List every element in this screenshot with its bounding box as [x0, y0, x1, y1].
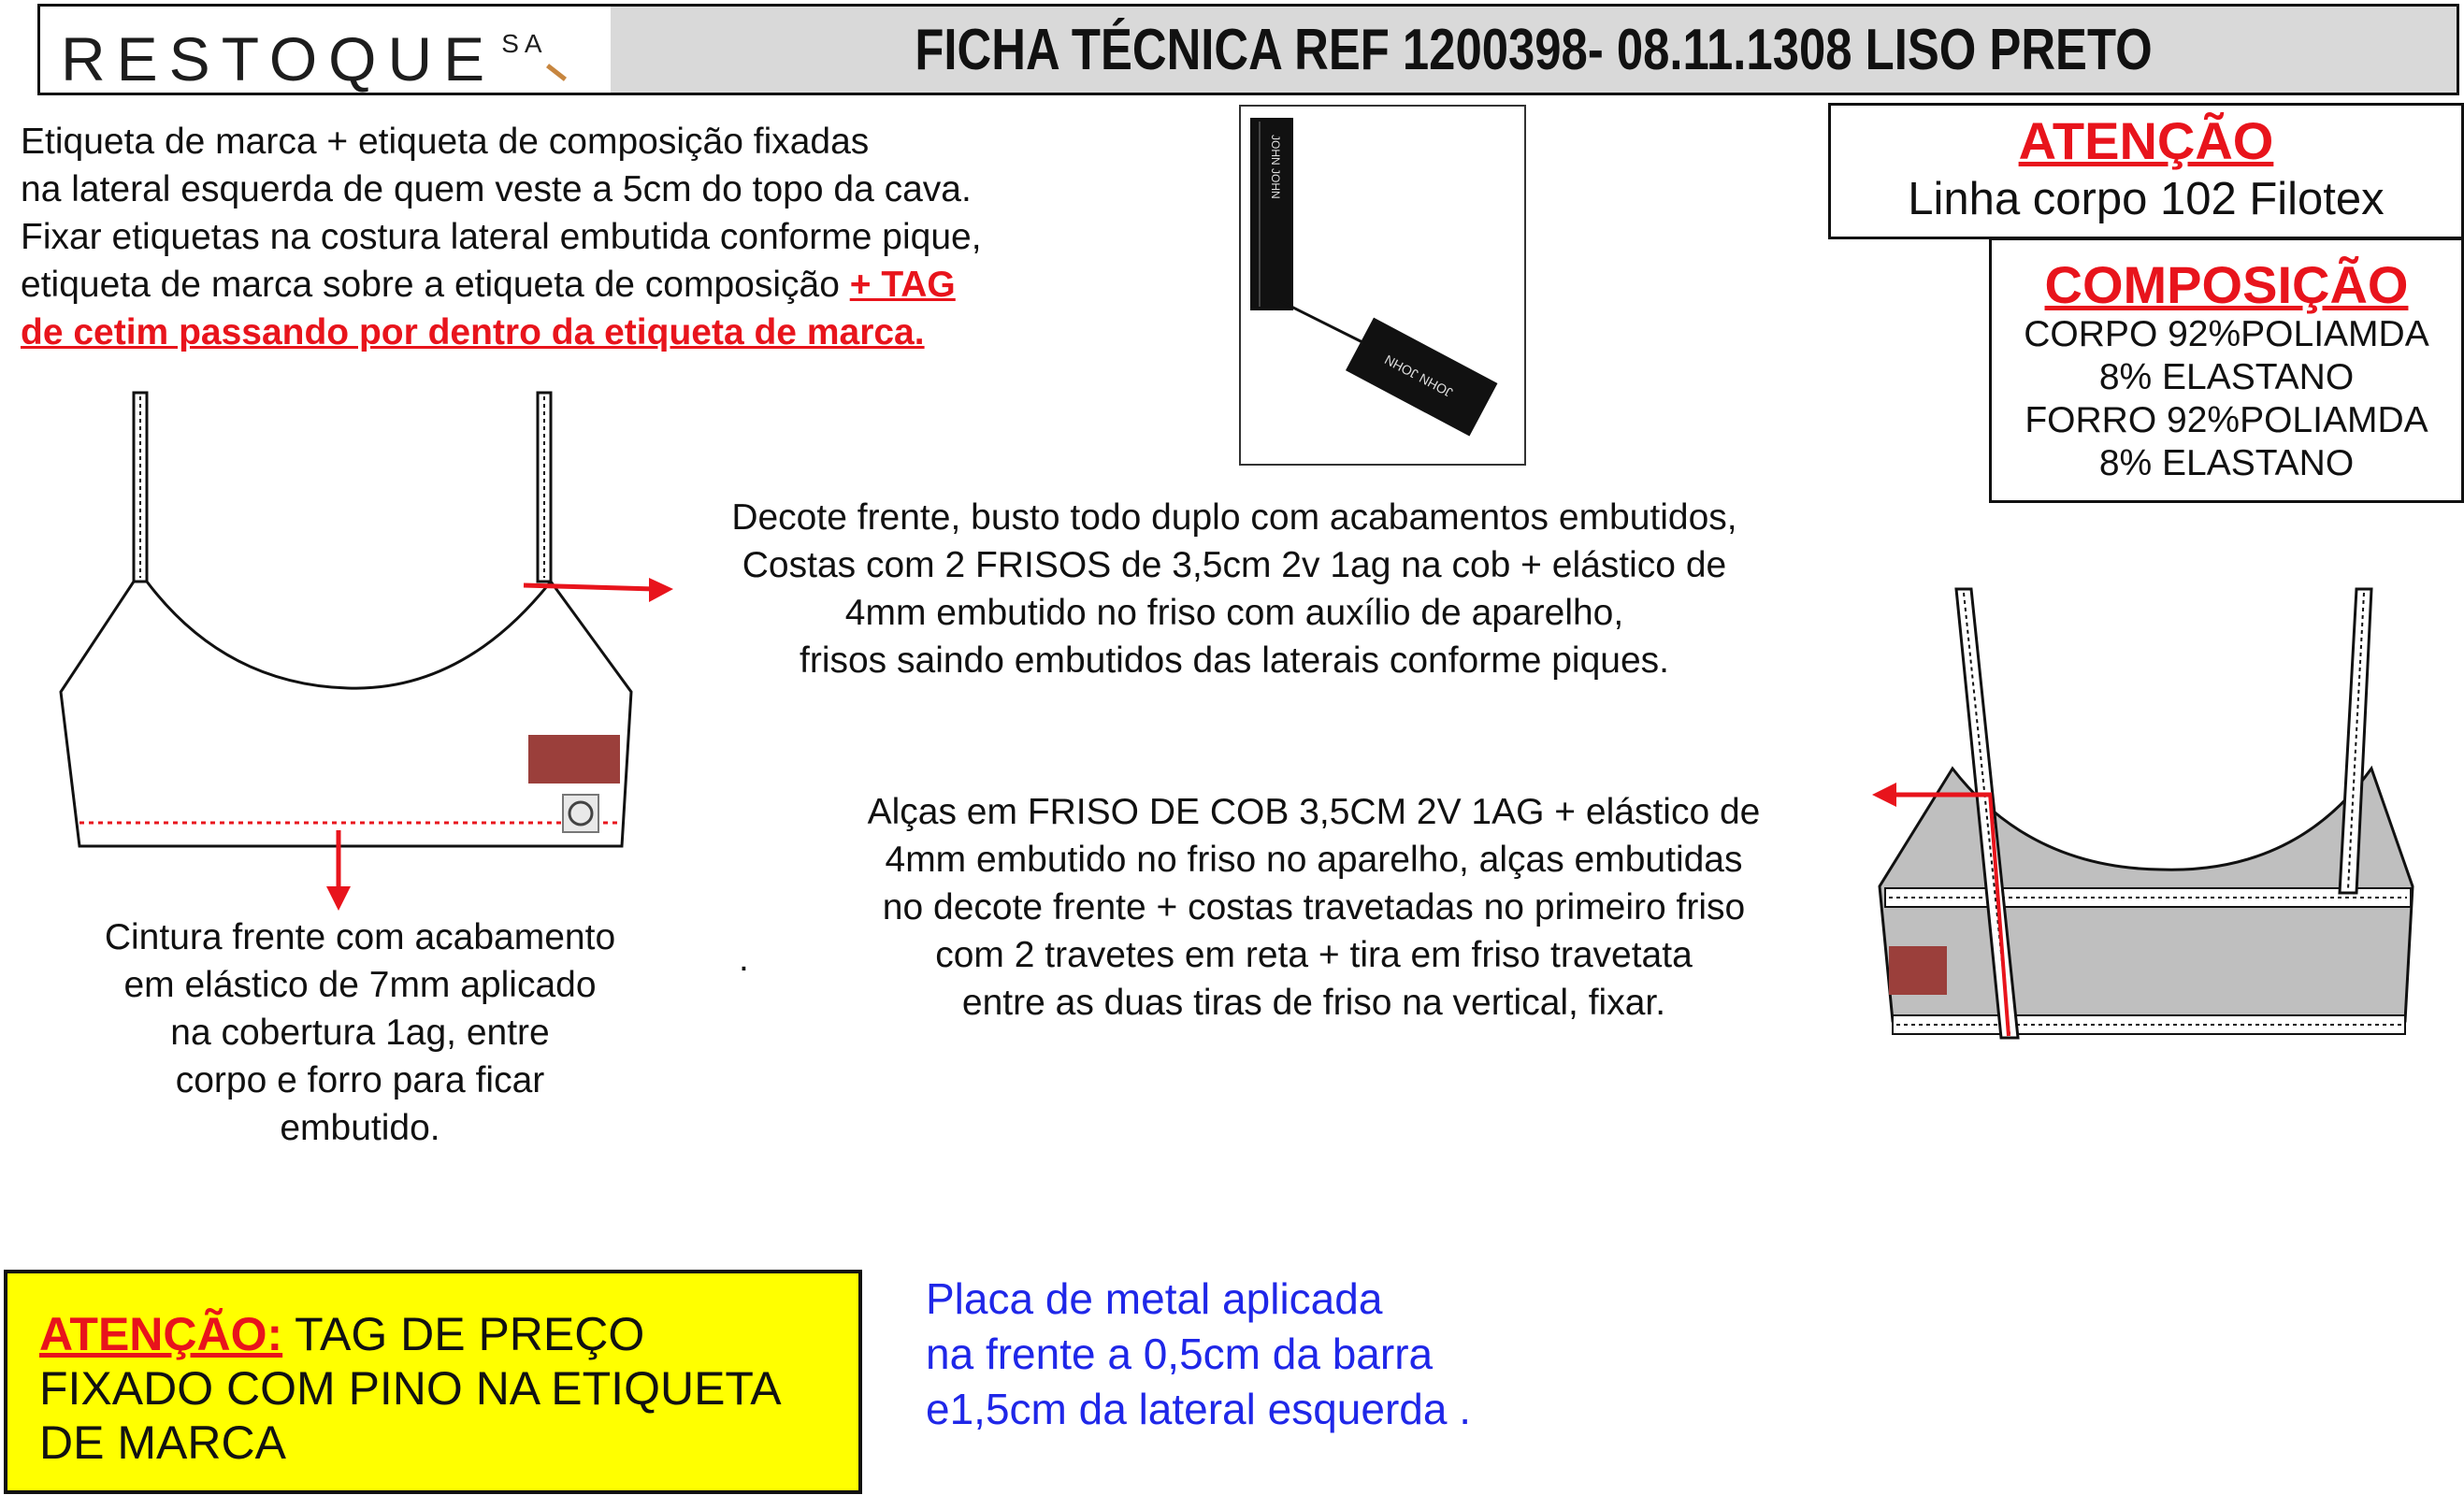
attention-box — [1828, 103, 2464, 239]
composition-line-4: 8% ELASTANO — [2098, 443, 2355, 483]
arrow-left-icon — [1872, 783, 1896, 807]
label-instructions — [21, 118, 1199, 356]
logo-text: RESTOQUE — [61, 24, 497, 93]
composition-line-1: CORPO 92%POLIAMDA — [2024, 314, 2429, 354]
waist-note-line-2: em elástico de 7mm aplicado — [123, 965, 597, 1005]
label-photo — [1239, 105, 1526, 466]
composition-box — [1989, 237, 2464, 503]
neckline-note — [655, 494, 1814, 684]
label-instructions-line-1: Etiqueta de marca + etiqueta de composição fixadas — [21, 122, 870, 162]
price-tag-attention-label: ATENÇÃO: — [39, 1308, 283, 1360]
waist-note-line-3: na cobertura 1ag, entre — [170, 1013, 550, 1053]
front-bra-drawing — [37, 374, 711, 860]
arrow-down-icon — [326, 886, 351, 911]
front-body-outline — [61, 582, 631, 846]
back-label-patch — [1889, 946, 1947, 995]
strap-note-line-3: no decote frente + costas travetadas no primeiro friso — [882, 887, 1746, 927]
label-instructions-line-4 — [21, 261, 1199, 309]
price-tag-notice — [4, 1270, 862, 1494]
waist-note-line-5: embutido. — [280, 1108, 440, 1148]
strap-note — [776, 788, 1852, 1027]
attention-heading: ATENÇÃO — [2018, 111, 2274, 170]
neckline-note-line-1: Decote frente, busto todo duplo com acabamentos embutidos, — [731, 497, 1737, 538]
back-friso-band-2 — [1893, 1015, 2405, 1034]
composition-line-2: 8% ELASTANO — [2098, 357, 2355, 397]
logo-accent-mark — [546, 64, 567, 81]
stray-mark: . — [739, 939, 749, 979]
waist-note — [37, 913, 683, 1152]
tag-highlight-2: de cetim passando por dentro da etiqueta de marca. — [21, 312, 925, 352]
page-title: FICHA TÉCNICA REF 1200398- 08.11.1308 LISO PRETO — [915, 17, 2153, 82]
label-photo-drawing — [1241, 107, 1528, 467]
strap-note-line-1: Alças em FRISO DE COB 3,5CM 2V 1AG + elástico de — [867, 792, 1761, 832]
logo-suffix: SA — [501, 29, 548, 58]
waist-note-line-4: corpo e forro para ficar — [175, 1060, 545, 1100]
composition-heading: COMPOSIÇÃO — [2044, 255, 2409, 314]
neckline-note-line-2: Costas com 2 FRISOS de 3,5cm 2v 1ag na cob + elástico de — [742, 545, 1727, 585]
back-bra-drawing — [1852, 570, 2431, 1075]
label-brand-text-tag: JOHN JOHN — [1381, 352, 1456, 401]
price-tag-text-3: DE MARCA — [39, 1416, 286, 1469]
strap-note-line-5: entre as duas tiras de friso na vertical, fixar. — [961, 983, 1666, 1023]
composition-line-3: FORRO 92%POLIAMDA — [2025, 400, 2428, 440]
front-label-patch — [528, 735, 620, 783]
label-instructions-line-3: Fixar etiquetas na costura lateral embutida conforme pique, — [21, 217, 982, 257]
tag-highlight-1: + TAG — [849, 265, 956, 305]
label-instructions-line-4-text: etiqueta de marca sobre a etiqueta de composição — [21, 265, 850, 305]
price-tag-line-1 — [39, 1307, 782, 1361]
waist-note-line-1: Cintura frente com acabamento — [104, 917, 616, 957]
neckline-note-line-4: frisos saindo embutidos das laterais conforme piques. — [800, 640, 1669, 681]
price-tag-text-2: FIXADO COM PINO NA ETIQUETA — [39, 1362, 782, 1415]
strap-note-line-2: 4mm embutido no friso no aparelho, alças embutidas — [885, 840, 1743, 880]
label-brand-text-vertical: JOHN JOHN — [1269, 135, 1282, 199]
price-tag-text-1: TAG DE PREÇO — [282, 1308, 645, 1360]
metal-plate-line-1: Placa de metal aplicada — [926, 1274, 1383, 1323]
attention-text: Linha corpo 102 Filotex — [1908, 174, 2385, 224]
logo-area — [40, 7, 611, 93]
header-bar — [37, 4, 2459, 95]
strap-note-line-4: com 2 travetes em reta + tira em friso travetata — [935, 935, 1693, 975]
restoque-logo — [61, 23, 548, 94]
metal-plate-line-2: na frente a 0,5cm da barra — [926, 1330, 1434, 1378]
metal-plate-line-3: e1,5cm da lateral esquerda . — [926, 1385, 1472, 1433]
neckline-note-line-3: 4mm embutido no friso com auxílio de aparelho, — [844, 593, 1624, 633]
label-instructions-line-2: na lateral esquerda de quem veste a 5cm do topo da cava. — [21, 169, 972, 209]
metal-plate-note — [926, 1272, 1767, 1437]
